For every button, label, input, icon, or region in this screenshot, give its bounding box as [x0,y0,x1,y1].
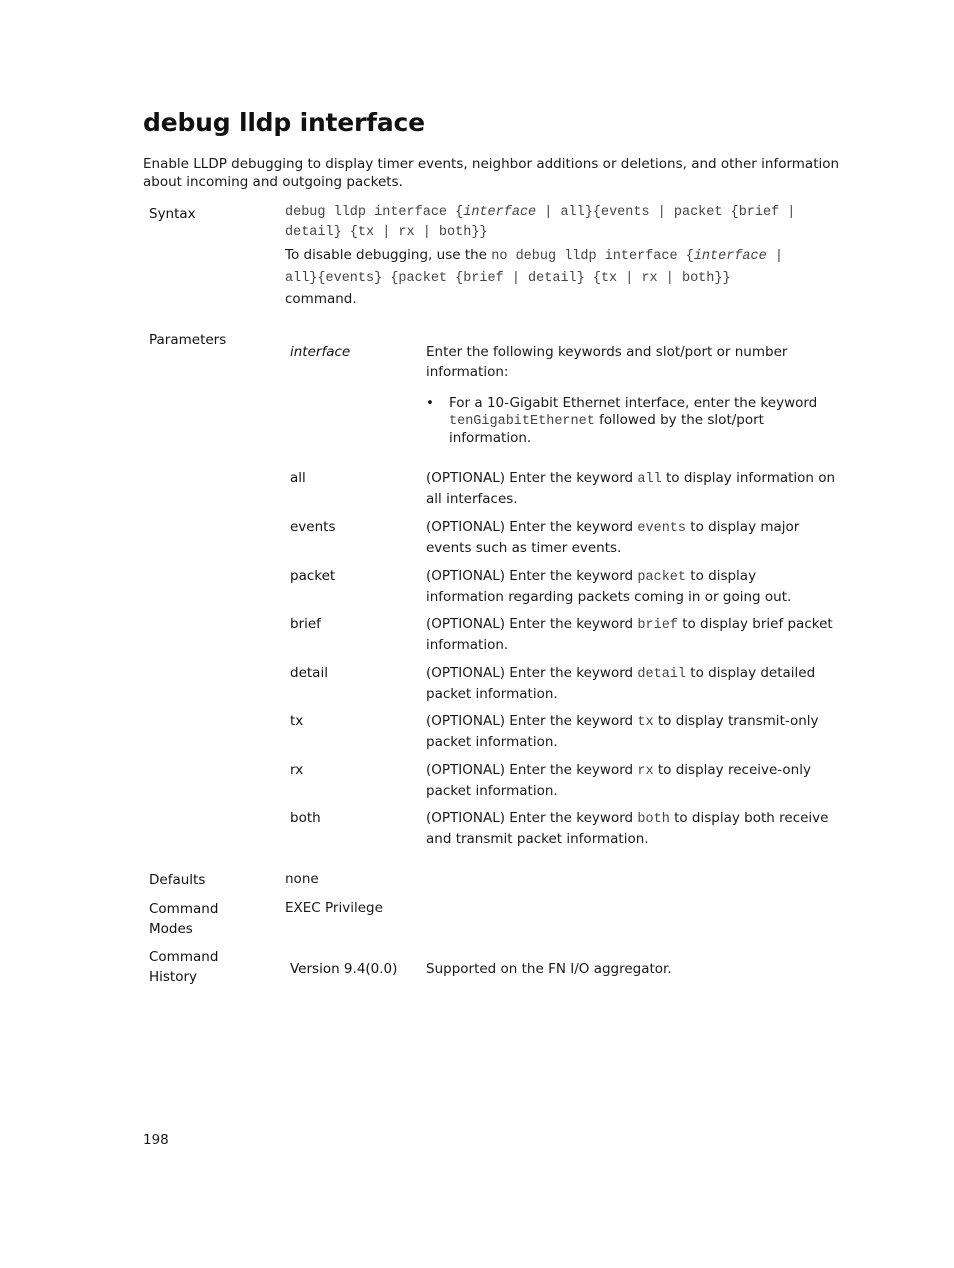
defaults-value: none [285,871,319,887]
page-number: 198 [143,1132,169,1148]
param-rx-desc: (OPTIONAL) Enter the keyword rx to display receive-only packet information. [426,762,811,799]
param-brief-desc: (OPTIONAL) Enter the keyword brief to display brief packet information. [426,616,833,653]
history-desc: Supported on the FN I/O aggregator. [426,961,672,977]
param-interface-desc: Enter the following keywords and slot/port or number information: [426,344,788,380]
param-tx-desc: (OPTIONAL) Enter the keyword tx to display transmit-only packet information. [426,713,819,750]
param-detail-desc: (OPTIONAL) Enter the keyword detail to display detailed packet information. [426,665,816,702]
page-title: debug lldp interface [143,108,425,137]
syntax-label: Syntax [149,206,196,222]
syntax-content [285,203,845,309]
defaults-label: Defaults [149,872,206,888]
bullet-text: For a 10-Gigabit Ethernet interface, enter the keyword tenGigabitEthernet followed by the slot/port information. [449,395,818,446]
param-both-name: both [290,810,321,826]
bullet-icon: • [426,395,434,411]
param-tx-name: tx [290,713,304,729]
command-history-label: Command History [149,949,219,985]
param-all-name: all [290,470,306,486]
history-version: Version 9.4(0.0) [290,961,398,977]
command-modes-value: EXEC Privilege [285,900,383,916]
param-rx-name: rx [290,762,304,778]
syntax-disable-text: To disable debugging, use the no debug lldp interface {interface | all}{events} {packet {brief | detail} {tx | rx | both}} command. [285,247,783,307]
syntax-command: debug lldp interface {interface | all}{events | packet {brief | detail} {tx | rx | both}} [285,205,796,240]
param-packet-desc: (OPTIONAL) Enter the keyword packet to display information regarding packets coming in or going out. [426,568,792,605]
intro-paragraph: Enable LLDP debugging to display timer events, neighbor additions or deletions, and other information about incoming and outgoing packets. [143,156,840,190]
param-packet-name: packet [290,568,336,584]
param-events-name: events [290,519,336,535]
param-brief-name: brief [290,616,321,632]
param-interface-name: interface [290,344,351,360]
param-both-desc: (OPTIONAL) Enter the keyword both to display both receive and transmit packet information. [426,810,829,847]
param-all-desc: (OPTIONAL) Enter the keyword all to display information on all interfaces. [426,470,836,507]
param-detail-name: detail [290,665,328,681]
param-events-desc: (OPTIONAL) Enter the keyword events to display major events such as timer events. [426,519,800,556]
parameters-label: Parameters [149,332,227,348]
command-modes-label: Command Modes [149,901,219,937]
